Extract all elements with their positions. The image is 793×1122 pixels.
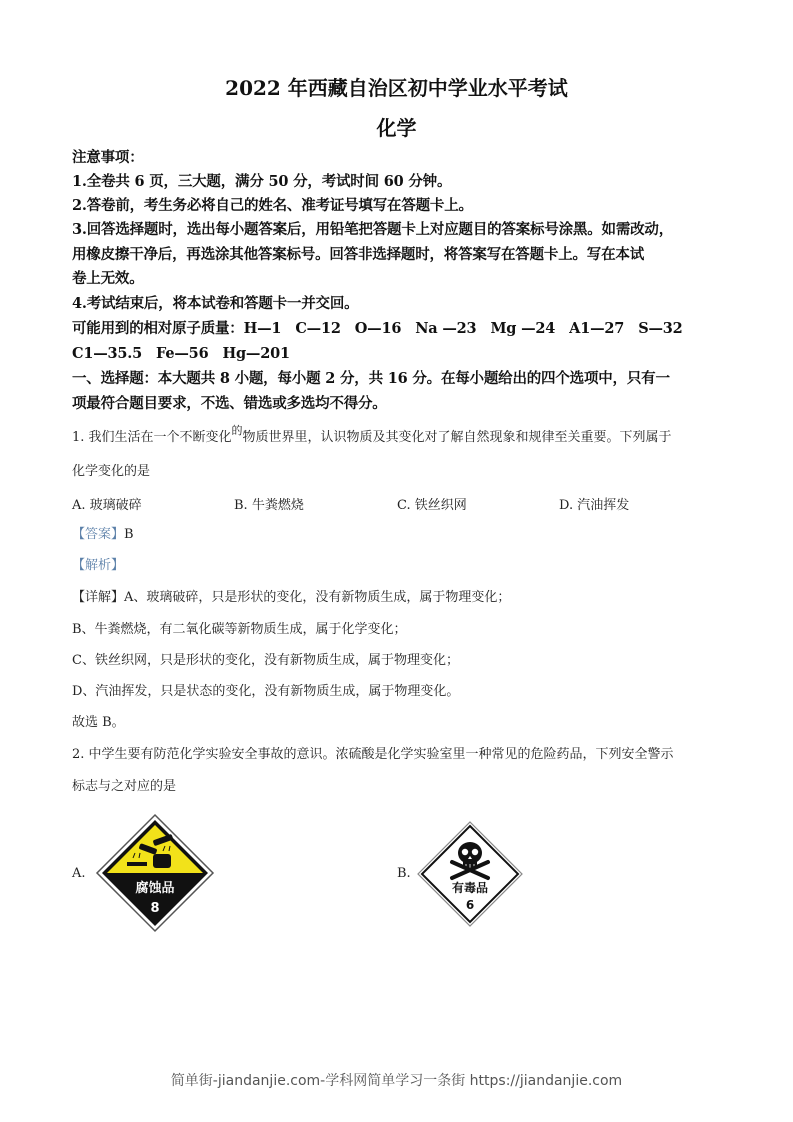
mass-c: C—12 [295, 320, 341, 337]
svg-text:8: 8 [150, 901, 160, 916]
svg-text:6: 6 [465, 898, 475, 912]
q2-option-a-label: A. [72, 866, 86, 881]
mass-o: O—16 [354, 320, 402, 337]
mass-al: A1—27 [569, 320, 625, 337]
q2-option-b-label: B. [397, 866, 411, 881]
mass-na: Na —23 [415, 320, 477, 337]
note-item-4: 4.考试结束后，将本试卷和答题卡一并交回。 [72, 295, 359, 312]
q1-analysis [72, 556, 722, 576]
q1-detail-a [72, 588, 722, 608]
note-item-3-cont: 用橡皮擦干净后，再选涂其他答案标号。回答非选择题时，将答案写在答题卡上。写在本试 [72, 246, 644, 263]
notes-heading: 注意事项： [72, 149, 144, 166]
q1-stem-line-2: 化学变化的是 [72, 464, 151, 479]
mass-s: S—32 [638, 320, 683, 337]
q1-detail-d: D、汽油挥发，只是状态的变化，没有新物质生成，属于物理变化。 [72, 684, 460, 699]
q2-stem-line-2: 标志与之对应的是 [72, 779, 177, 794]
q1-stem-sup: 的 [231, 424, 243, 437]
note-item-3: 3.回答选择题时，选出每小题答案后，用铅笔把答题卡上对应题目的答案标号涂黑。如需改动， [72, 221, 674, 238]
answer-tag: 【答案】 [72, 527, 125, 542]
section-instructions-1: 一、选择题：本大题共 8 小题，每小题 2 分，共 16 分。在每小题给出的四个选项中，只有一 [72, 370, 670, 387]
section-instructions-2: 项最符合题目要求，不选、错选或多选均不得分。 [72, 395, 387, 412]
q1-option-a: A. 玻璃破碎 [72, 498, 142, 513]
svg-text:有毒品: 有毒品 [451, 881, 489, 895]
atomic-masses-line-2 [72, 342, 727, 366]
q1-option-c: C. 铁丝织网 [397, 498, 467, 513]
atomic-masses-line-1 [72, 317, 727, 341]
watermark-footer: 简单街-jiandanjie.com-学科网简单学习一条街 https://jiandanjie.com [170, 1073, 623, 1089]
svg-text:腐蚀品: 腐蚀品 [135, 881, 175, 896]
q1-stem-line-1 [72, 424, 722, 448]
exam-title: 2022 年西藏自治区初中学业水平考试 [225, 76, 568, 100]
q2-stem-line-1: 2. 中学生要有防范化学实验安全事故的意识。浓硫酸是化学实验室里一种常见的危险药品，下列安全警示 [72, 747, 674, 762]
q1-detail-c: C、铁丝织网，只是形状的变化，没有新物质生成，属于物理变化； [72, 653, 459, 668]
q1-option-d: D. 汽油挥发 [559, 498, 630, 513]
q1-option-b: B. 牛粪燃烧 [234, 498, 304, 513]
corrosive-sign-icon [95, 813, 215, 933]
answer-value: B [124, 527, 134, 542]
q1-answer [72, 525, 722, 545]
note-item-3-end: 卷上无效。 [72, 270, 144, 287]
exam-subject: 化学 [376, 116, 417, 140]
q1-stem-pre: 1. 我们生活在一个不断变化 [72, 430, 232, 445]
note-item-1: 1.全卷共 6 页，三大题，满分 50 分，考试时间 60 分钟。 [72, 173, 452, 190]
analysis-tag: 【解析】 [72, 558, 125, 573]
mass-fe: Fe—56 [156, 345, 209, 362]
q1-conclusion: 故选 B。 [72, 715, 125, 730]
mass-h: H—1 [243, 320, 282, 337]
detail-tag: 【详解】 [72, 590, 125, 605]
atomic-masses-label: 可能用到的相对原子质量： [72, 320, 244, 337]
toxic-sign-icon [416, 820, 524, 928]
mass-mg: Mg —24 [490, 320, 556, 337]
q1-detail-b: B、牛粪燃烧，有二氧化碳等新物质生成，属于化学变化； [72, 622, 407, 637]
mass-cl: C1—35.5 [72, 345, 143, 362]
q1-stem-post: 物质世界里，认识物质及其变化对了解自然现象和规律至关重要。下列属于 [242, 430, 672, 445]
note-item-2: 2.答卷前，考生务必将自己的姓名、准考证号填写在答题卡上。 [72, 197, 473, 214]
detail-a-text: A、玻璃破碎，只是形状的变化，没有新物质生成，属于物理变化； [124, 590, 511, 605]
mass-hg: Hg—201 [222, 345, 290, 362]
